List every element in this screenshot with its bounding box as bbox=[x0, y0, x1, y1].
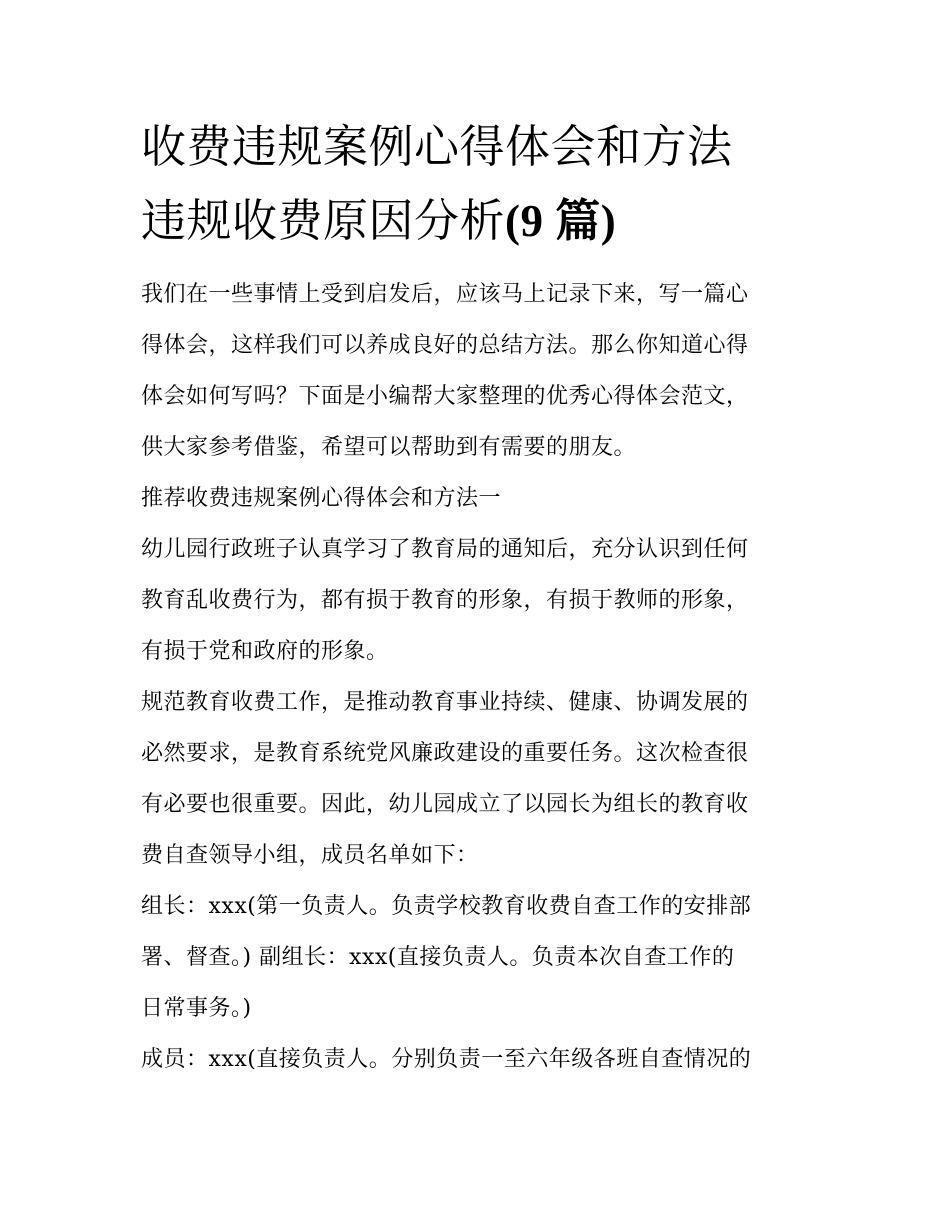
paragraph-intro bbox=[141, 269, 821, 473]
title-article-count: (9 篇) bbox=[505, 196, 617, 246]
section-heading bbox=[141, 473, 821, 524]
text-line: 组长：xxx(第一负责人。负责学校教育收费自查工作的安排部 bbox=[141, 894, 752, 919]
paragraph-kindergarten-study bbox=[141, 524, 821, 677]
text-line: 费自查领导小组，成员名单如下： bbox=[141, 843, 479, 868]
text-line: 推荐收费违规案例心得体会和方法一 bbox=[141, 486, 502, 511]
paragraph-fee-standard bbox=[141, 677, 821, 881]
document-page bbox=[141, 110, 821, 1085]
text-line: 署、督查。) 副组长：xxx(直接负责人。负责本次自查工作的 bbox=[141, 945, 735, 970]
text-line: 供大家参考借鉴，希望可以帮助到有需要的朋友。 bbox=[141, 435, 637, 460]
text-line: 有损于党和政府的形象。 bbox=[141, 639, 389, 664]
paragraph-group-members bbox=[141, 1034, 821, 1085]
text-line: 日常事务。) bbox=[141, 996, 252, 1021]
title-line-1: 收费违规案例心得体会和方法 bbox=[141, 120, 733, 173]
title-line-2-text: 违规收费原因分析 bbox=[141, 194, 506, 247]
text-line: 幼儿园行政班子认真学习了教育局的通知后，充分认识到任何 bbox=[141, 537, 749, 562]
paragraph-group-leaders bbox=[141, 881, 821, 1034]
document-title bbox=[141, 110, 821, 258]
title-line-2 bbox=[141, 184, 821, 258]
text-line: 我们在一些事情上受到启发后，应该马上记录下来，写一篇心 bbox=[141, 282, 749, 307]
text-line: 体会如何写吗？下面是小编帮大家整理的优秀心得体会范文， bbox=[141, 384, 749, 409]
text-line: 有必要也很重要。因此，幼儿园成立了以园长为组长的教育收 bbox=[141, 792, 749, 817]
text-line: 教育乱收费行为，都有损于教育的形象，有损于教师的形象， bbox=[141, 588, 749, 613]
text-line: 必然要求，是教育系统党风廉政建设的重要任务。这次检查很 bbox=[141, 741, 749, 766]
document-body bbox=[141, 269, 821, 1085]
text-line: 得体会，这样我们可以养成良好的总结方法。那么你知道心得 bbox=[141, 333, 749, 358]
text-line: 成员：xxx(直接负责人。分别负责一至六年级各班自查情况的 bbox=[141, 1047, 752, 1072]
text-line: 规范教育收费工作，是推动教育事业持续、健康、协调发展的 bbox=[141, 690, 749, 715]
